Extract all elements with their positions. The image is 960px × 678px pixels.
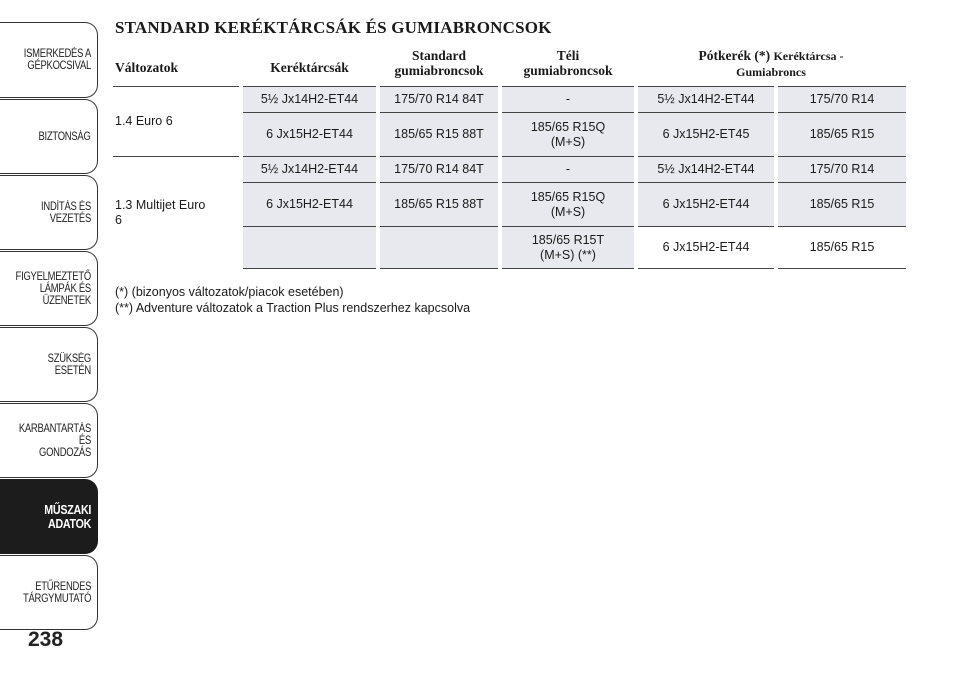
header-spare-line3: Gumiabroncs: [736, 65, 806, 79]
cell-rim: 5½ Jx14H2-ET44: [241, 157, 378, 183]
cell-standard: 175/70 R14 84T: [378, 87, 500, 113]
header-standard-line1: Standard: [411, 48, 467, 63]
tab-ismerkedes[interactable]: [0, 22, 98, 98]
cell-spare-tyre: 185/65 R15: [776, 183, 906, 227]
cell-spare-rim: 6 Jx15H2-ET44: [636, 227, 776, 269]
footnote: (**) Adventure változatok a Traction Plus rendszerhez kapcsolva: [115, 301, 471, 315]
tab-label: INDÍTÁS ÉS VEZETÉS: [41, 200, 91, 225]
cell-standard: 175/70 R14 84T: [378, 157, 500, 183]
tab-inditas[interactable]: [0, 175, 98, 250]
cell-standard: 185/65 R15 88T: [378, 183, 500, 227]
cell-spare-tyre: 175/70 R14: [776, 157, 906, 183]
tab-label: ETŰRENDES TÁRGYMUTATÓ: [22, 580, 91, 605]
footnotes: [115, 284, 470, 316]
tab-label: BIZTONSÁG: [38, 130, 91, 143]
tab-karbantartas[interactable]: [0, 403, 98, 478]
header-standard-tyres: [378, 48, 500, 87]
header-winter-line2: gumiabroncsok: [523, 63, 613, 78]
tab-label: MŰSZAKI ADATOK: [44, 501, 91, 531]
table-header-row: [113, 48, 906, 87]
page-title: STANDARD KERÉKTÁRCSÁK ÉS GUMIABRONCSOK: [115, 18, 552, 37]
tab-label: ISMERKEDÉS A GÉPKOCSIVAL: [23, 48, 92, 72]
tab-label: FIGYELMEZTETŐ LÁMPÁK ÉS ÜZENETEK: [15, 270, 91, 307]
header-spare-wheel: [636, 48, 906, 87]
cell-spare-tyre: 185/65 R15: [776, 113, 906, 157]
cell-winter: 185/65 R15T (M+S) (**): [500, 227, 636, 269]
header-standard-line2: gumiabroncsok: [394, 63, 484, 78]
tab-targymutato[interactable]: [0, 555, 98, 630]
cell-rim: [241, 227, 378, 269]
cell-winter: -: [500, 87, 636, 113]
footnote: (*) (bizonyos változatok/piacok esetében): [115, 285, 344, 299]
header-spare-line1: Pótkerék (*): [698, 48, 771, 63]
header-winter-line1: Téli: [556, 48, 580, 63]
tab-szukseg[interactable]: [0, 327, 98, 402]
cell-rim: 6 Jx15H2-ET44: [241, 183, 378, 227]
header-winter-tyres: [500, 48, 636, 87]
cell-winter: -: [500, 157, 636, 183]
cell-spare-tyre: 185/65 R15: [776, 227, 906, 269]
wheels-tyres-table: [113, 48, 906, 269]
cell-standard: [378, 227, 500, 269]
header-variant: Változatok: [115, 60, 178, 75]
cell-spare-rim: 6 Jx15H2-ET45: [636, 113, 776, 157]
table-row: [113, 157, 906, 183]
cell-rim: 6 Jx15H2-ET44: [241, 113, 378, 157]
table-row: [113, 87, 906, 113]
header-spare-line2: Keréktárcsa -: [773, 49, 844, 63]
tab-muszaki-adatok[interactable]: [0, 479, 98, 554]
cell-winter: 185/65 R15Q (M+S): [500, 113, 636, 157]
page-number: 238: [28, 628, 64, 651]
tab-label: KARBANTARTÁS ÉS GONDOZÁS: [18, 422, 91, 459]
cell-rim: 5½ Jx14H2-ET44: [241, 87, 378, 113]
tab-biztonsag[interactable]: [0, 99, 98, 174]
cell-spare-rim: 5½ Jx14H2-ET44: [636, 157, 776, 183]
cell-spare-rim: 5½ Jx14H2-ET44: [636, 87, 776, 113]
header-rim: Keréktárcsák: [270, 60, 349, 75]
cell-winter: 185/65 R15Q (M+S): [500, 183, 636, 227]
cell-spare-rim: 6 Jx15H2-ET44: [636, 183, 776, 227]
cell-standard: 185/65 R15 88T: [378, 113, 500, 157]
cell-spare-tyre: 175/70 R14: [776, 87, 906, 113]
cell-variant: 1.4 Euro 6: [113, 87, 241, 157]
tab-figyelmezteto[interactable]: [0, 251, 98, 326]
cell-variant: 1.3 Multijet Euro 6: [113, 157, 241, 269]
tab-label: SZÜKSÉG ESETÉN: [47, 352, 91, 377]
